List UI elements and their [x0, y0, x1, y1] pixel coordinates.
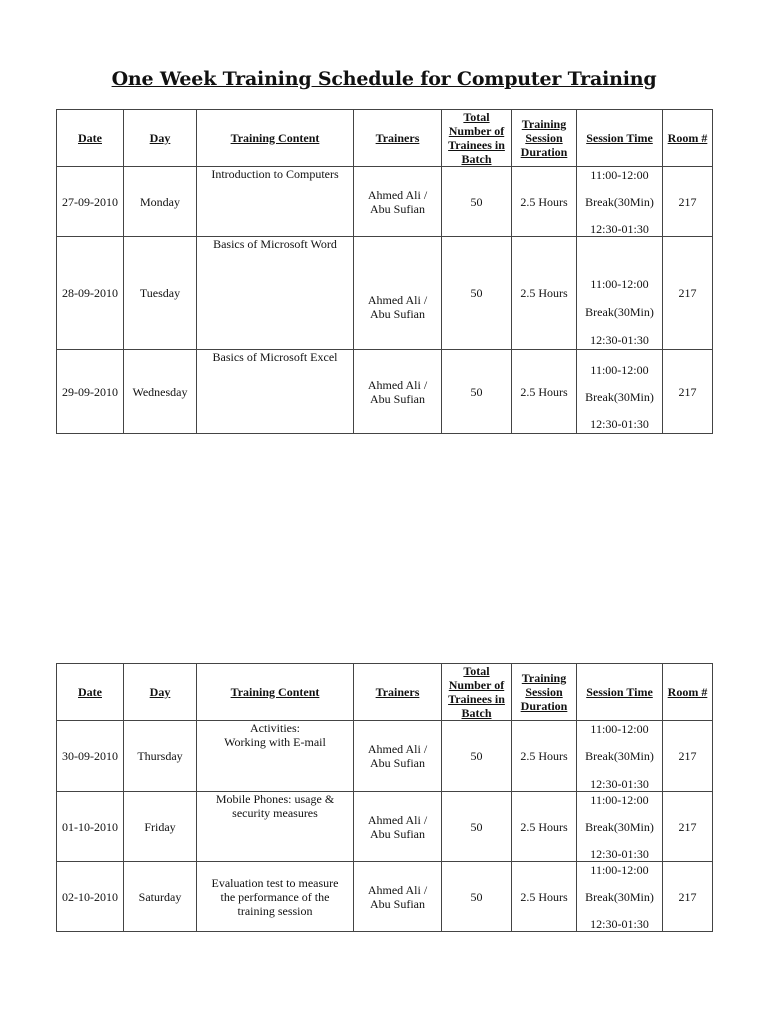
session-break: Break(30Min) — [585, 889, 654, 904]
session-break: Break(30Min) — [585, 749, 654, 763]
day-cell: Monday — [124, 167, 197, 237]
duration-cell: 2.5 Hours — [512, 721, 577, 792]
duration-cell: 2.5 Hours — [512, 862, 577, 932]
content-line: the performance of the — [220, 889, 330, 904]
trainer-line: Ahmed Ali / — [367, 742, 428, 756]
content-cell — [197, 167, 354, 237]
session-slot: 12:30-01:30 — [590, 846, 649, 861]
session-break: Break(30Min) — [585, 819, 654, 834]
session-slot: 11:00-12:00 — [590, 792, 649, 807]
trainer-line: Abu Sufian — [370, 201, 425, 216]
date-cell: 02-10-2010 — [57, 862, 124, 932]
trainers-cell — [354, 721, 442, 792]
session-time-cell — [577, 350, 663, 434]
day-cell: Wednesday — [124, 350, 197, 434]
session-break: Break(30Min) — [585, 389, 654, 404]
header-trainers: Trainers — [354, 110, 442, 167]
room-cell: 217 — [663, 721, 713, 792]
session-time-cell — [577, 792, 663, 862]
content-line: Introduction to Computers — [211, 167, 339, 181]
duration-cell: 2.5 Hours — [512, 237, 577, 350]
header-day: Day — [124, 664, 197, 721]
table-header-row — [57, 110, 713, 167]
trainer-line: Ahmed Ali / — [367, 377, 428, 392]
header-total-trainees: Total Number of Trainees in Batch — [442, 664, 512, 721]
date-cell: 30-09-2010 — [57, 721, 124, 792]
header-date: Date — [57, 110, 124, 167]
content-cell — [197, 721, 354, 792]
total-trainees-cell: 50 — [442, 167, 512, 237]
content-line: Working with E-mail — [224, 735, 326, 749]
header-session-time: Session Time — [577, 664, 663, 721]
day-cell: Friday — [124, 792, 197, 862]
trainer-line: Abu Sufian — [370, 307, 425, 321]
trainers-cell — [354, 167, 442, 237]
table-row — [57, 167, 713, 237]
header-training-content: Training Content — [197, 664, 354, 721]
content-cell — [197, 862, 354, 932]
session-slot: 11:00-12:00 — [590, 721, 649, 736]
room-cell: 217 — [663, 167, 713, 237]
table-row — [57, 792, 713, 862]
room-cell: 217 — [663, 862, 713, 932]
date-cell: 28-09-2010 — [57, 237, 124, 350]
content-cell — [197, 792, 354, 862]
header-session-time: Session Time — [577, 110, 663, 167]
duration-cell: 2.5 Hours — [512, 167, 577, 237]
trainer-line: Abu Sufian — [370, 896, 425, 911]
session-time-cell — [577, 167, 663, 237]
session-slot: 12:30-01:30 — [590, 776, 649, 791]
session-slot: 12:30-01:30 — [590, 916, 649, 931]
date-cell: 01-10-2010 — [57, 792, 124, 862]
content-cell — [197, 237, 354, 350]
trainer-line: Ahmed Ali / — [367, 293, 428, 307]
duration-cell: 2.5 Hours — [512, 792, 577, 862]
header-room: Room # — [663, 110, 713, 167]
trainer-line: Ahmed Ali / — [367, 882, 428, 897]
session-break: Break(30Min) — [585, 305, 654, 319]
schedule-table-week-part-2 — [56, 663, 713, 932]
content-line: Mobile Phones: usage & — [215, 792, 335, 806]
table-header-row — [57, 664, 713, 721]
content-line: Evaluation test to measure — [211, 875, 339, 890]
trainer-line: Abu Sufian — [370, 826, 425, 841]
room-cell: 217 — [663, 350, 713, 434]
schedule-table-week-part-1 — [56, 109, 713, 434]
session-slot: 12:30-01:30 — [590, 333, 649, 347]
duration-cell: 2.5 Hours — [512, 350, 577, 434]
total-trainees-cell: 50 — [442, 862, 512, 932]
table-row — [57, 862, 713, 932]
content-line: security measures — [232, 806, 318, 820]
table-row — [57, 721, 713, 792]
session-slot: 11:00-12:00 — [590, 167, 649, 182]
content-line: Basics of Microsoft Word — [213, 237, 337, 251]
content-line: Activities: — [250, 721, 300, 735]
trainers-cell — [354, 792, 442, 862]
content-cell — [197, 350, 354, 434]
day-cell: Thursday — [124, 721, 197, 792]
date-cell: 27-09-2010 — [57, 167, 124, 237]
session-slot: 11:00-12:00 — [590, 862, 649, 877]
header-training-content: Training Content — [197, 110, 354, 167]
trainer-line: Abu Sufian — [370, 756, 425, 770]
total-trainees-cell: 50 — [442, 721, 512, 792]
session-break: Break(30Min) — [585, 194, 654, 209]
header-total-trainees: Total Number of Trainees in Batch — [442, 110, 512, 167]
session-time-cell — [577, 237, 663, 350]
total-trainees-cell: 50 — [442, 792, 512, 862]
session-slot: 11:00-12:00 — [590, 277, 649, 291]
table-row — [57, 237, 713, 350]
total-trainees-cell: 50 — [442, 237, 512, 350]
trainers-cell — [354, 350, 442, 434]
header-room: Room # — [663, 664, 713, 721]
total-trainees-cell: 50 — [442, 350, 512, 434]
session-slot: 11:00-12:00 — [590, 362, 649, 377]
room-cell: 217 — [663, 792, 713, 862]
table-row — [57, 350, 713, 434]
session-slot: 12:30-01:30 — [590, 416, 649, 431]
content-line: training session — [237, 903, 313, 918]
page-title: One Week Training Schedule for Computer Training — [111, 68, 657, 90]
date-cell: 29-09-2010 — [57, 350, 124, 434]
trainer-line: Ahmed Ali / — [367, 812, 428, 827]
room-cell: 217 — [663, 237, 713, 350]
day-cell: Saturday — [124, 862, 197, 932]
header-day: Day — [124, 110, 197, 167]
day-cell: Tuesday — [124, 237, 197, 350]
session-slot: 12:30-01:30 — [590, 221, 649, 236]
content-line: Basics of Microsoft Excel — [212, 350, 338, 364]
trainers-cell — [354, 862, 442, 932]
header-trainers: Trainers — [354, 664, 442, 721]
session-time-cell — [577, 721, 663, 792]
trainer-line: Ahmed Ali / — [367, 187, 428, 202]
header-session-duration: Training Session Duration — [512, 110, 577, 167]
header-session-duration: Training Session Duration — [512, 664, 577, 721]
trainer-line: Abu Sufian — [370, 391, 425, 406]
header-date: Date — [57, 664, 124, 721]
session-time-cell — [577, 862, 663, 932]
trainers-cell — [354, 237, 442, 350]
